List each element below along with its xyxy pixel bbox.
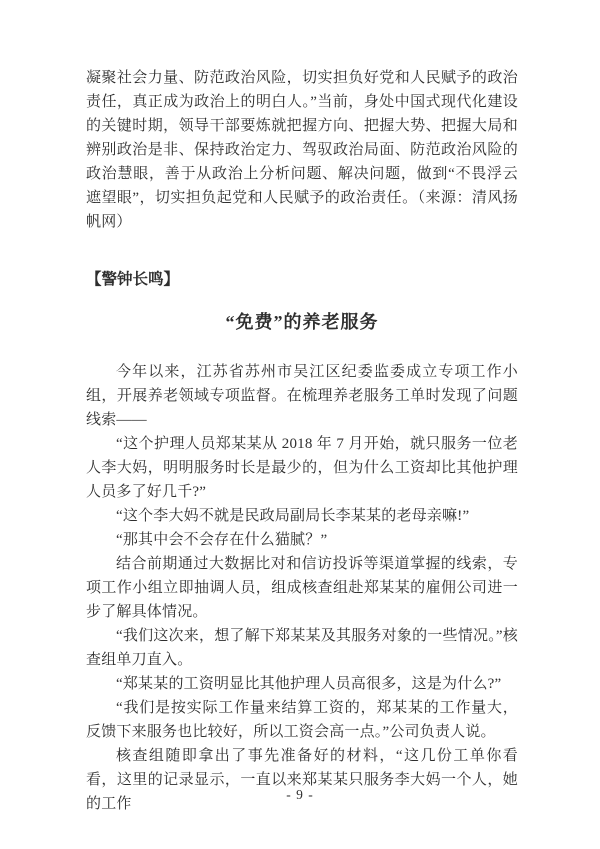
article-body xyxy=(86,360,518,816)
article-paragraph: 核查组随即拿出了事先准备好的材料，“这几份工单你看看，这里的记录显示，一直以来郑某某只服务李大妈一个人，她的工作 xyxy=(86,748,518,812)
article-title: “免费”的养老服务 xyxy=(225,312,379,332)
article-paragraph: “这个护理人员郑某某从 2018 年 7 月开始，就只服务一位老人李大妈，明明服务时长是最少的，但为什么工资却比其他护理人员多了好几千?” xyxy=(86,436,518,500)
page-content xyxy=(86,66,518,816)
page-number: - 9 - xyxy=(286,787,314,802)
article-paragraph: 结合前期通过大数据比对和信访投诉等渠道掌握的线索，专项工作小组立即抽调人员，组成核查组赴郑某某的雇佣公司进一步了解具体情况。 xyxy=(86,556,518,620)
article-paragraph: “这个李大妈不就是民政局副局长李某某的老母亲嘛!” xyxy=(116,508,470,524)
article-paragraph: “那其中会不会存在什么猫腻？” xyxy=(116,532,328,548)
article-paragraph: “我们是按实际工作量来结算工资的，郑某某的工作量大，反馈下来服务也比较好，所以工资会高一点。”公司负责人说。 xyxy=(86,700,518,740)
article-paragraph: “我们这次来，想了解下郑某某及其服务对象的一些情况。”核查组单刀直入。 xyxy=(86,628,518,668)
article-paragraph: “郑某某的工资明显比其他护理人员高很多，这是为什么?” xyxy=(116,676,502,692)
article-paragraph: 今年以来，江苏省苏州市吴江区纪委监委成立专项工作小组，开展养老领域专项监督。在梳理养老服务工单时发现了问题线索—— xyxy=(86,364,518,428)
section-header: 【警钟长鸣】 xyxy=(86,271,180,288)
continuation-paragraph: 凝聚社会力量、防范政治风险，切实担负好党和人民赋予的政治责任，真正成为政治上的明白人。”当前，身处中国式现代化建设的关键时期，领导干部要炼就把握方向、把握大势、把握大局和辨别政治是非、保持政治定力、驾驭政治局面、防范政治风险的政治慧眼，善于从政治上分析问题、解决问题，做到“不畏浮云遮望眼”，切实担负起党和人民赋予的政治责任。（来源：清风扬帆网） xyxy=(86,70,518,230)
